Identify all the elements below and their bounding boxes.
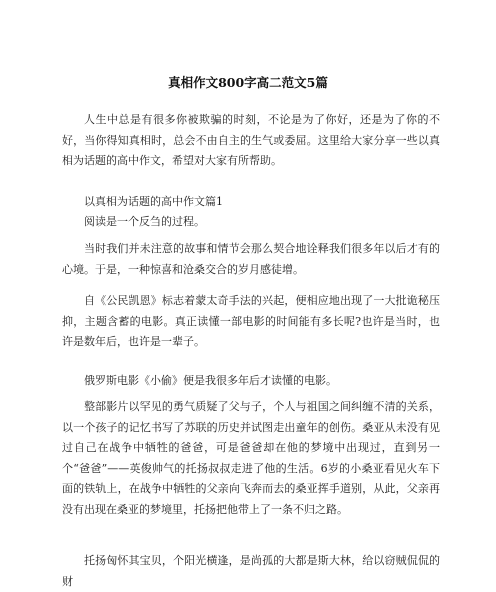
paragraph-intro: 人生中总是有很多你被欺骗的时刻，不论是为了你好，还是为了你的不好，当你得知真相时，总会不由自主的生气或委屈。这里给大家分享一些以真相为话题的高中作文，希望对大家有所帮助。 [62, 113, 440, 167]
paragraph: 阅读是一个反刍的过程。 [84, 215, 205, 228]
paragraph-cut-off: 托扬匈怀其宝贝，个阳光横逢，是尚孤的大都是斯大林，给以窃贼侃侃的财 [62, 554, 440, 588]
paragraph: 当时我们并未注意的故事和情节会那么契合地诠释我们很多年以后才有的心境。于是，一种惊喜和沧桑交合的岁月感徒增。 [62, 242, 440, 276]
paragraph: 俄罗斯电影《小偷》便是我很多年后才读懂的电影。 [84, 374, 337, 387]
paragraph: 自《公民凯恩》标志着蒙太奇手法的兴起，便相应地出现了一大批诡秘压抑，主题含蓄的电影。真正读懂一部电影的时间能有多长呢?也许是当时，也许是数年后，也许是一辈子。 [62, 294, 440, 348]
document-title: 真相作文800字高二范文5篇 [168, 75, 328, 90]
paragraph-heading: 以真相为话题的高中作文篇1 [84, 195, 223, 208]
paragraph: 整部影片以罕见的勇气质疑了父与子，个人与祖国之间纠缠不清的关系，以一个孩子的记忆书写了苏联的历史并试图走出童年的创伤。桑亚从未没有见过自己在战争中牺牲的爸爸，可是爸爸却在他的梦境中出现过，直到另一个“爸爸”——英俊帅气的托扬叔叔走进了他的生活。6岁的小桑亚看见火车下面的铁轨上，在战争中牺牲的父亲向飞奔而去的桑亚挥手道别，从此，父亲再没有出现在桑亚的梦境里，托扬把他带上了一条不归之路。 [62, 400, 440, 516]
